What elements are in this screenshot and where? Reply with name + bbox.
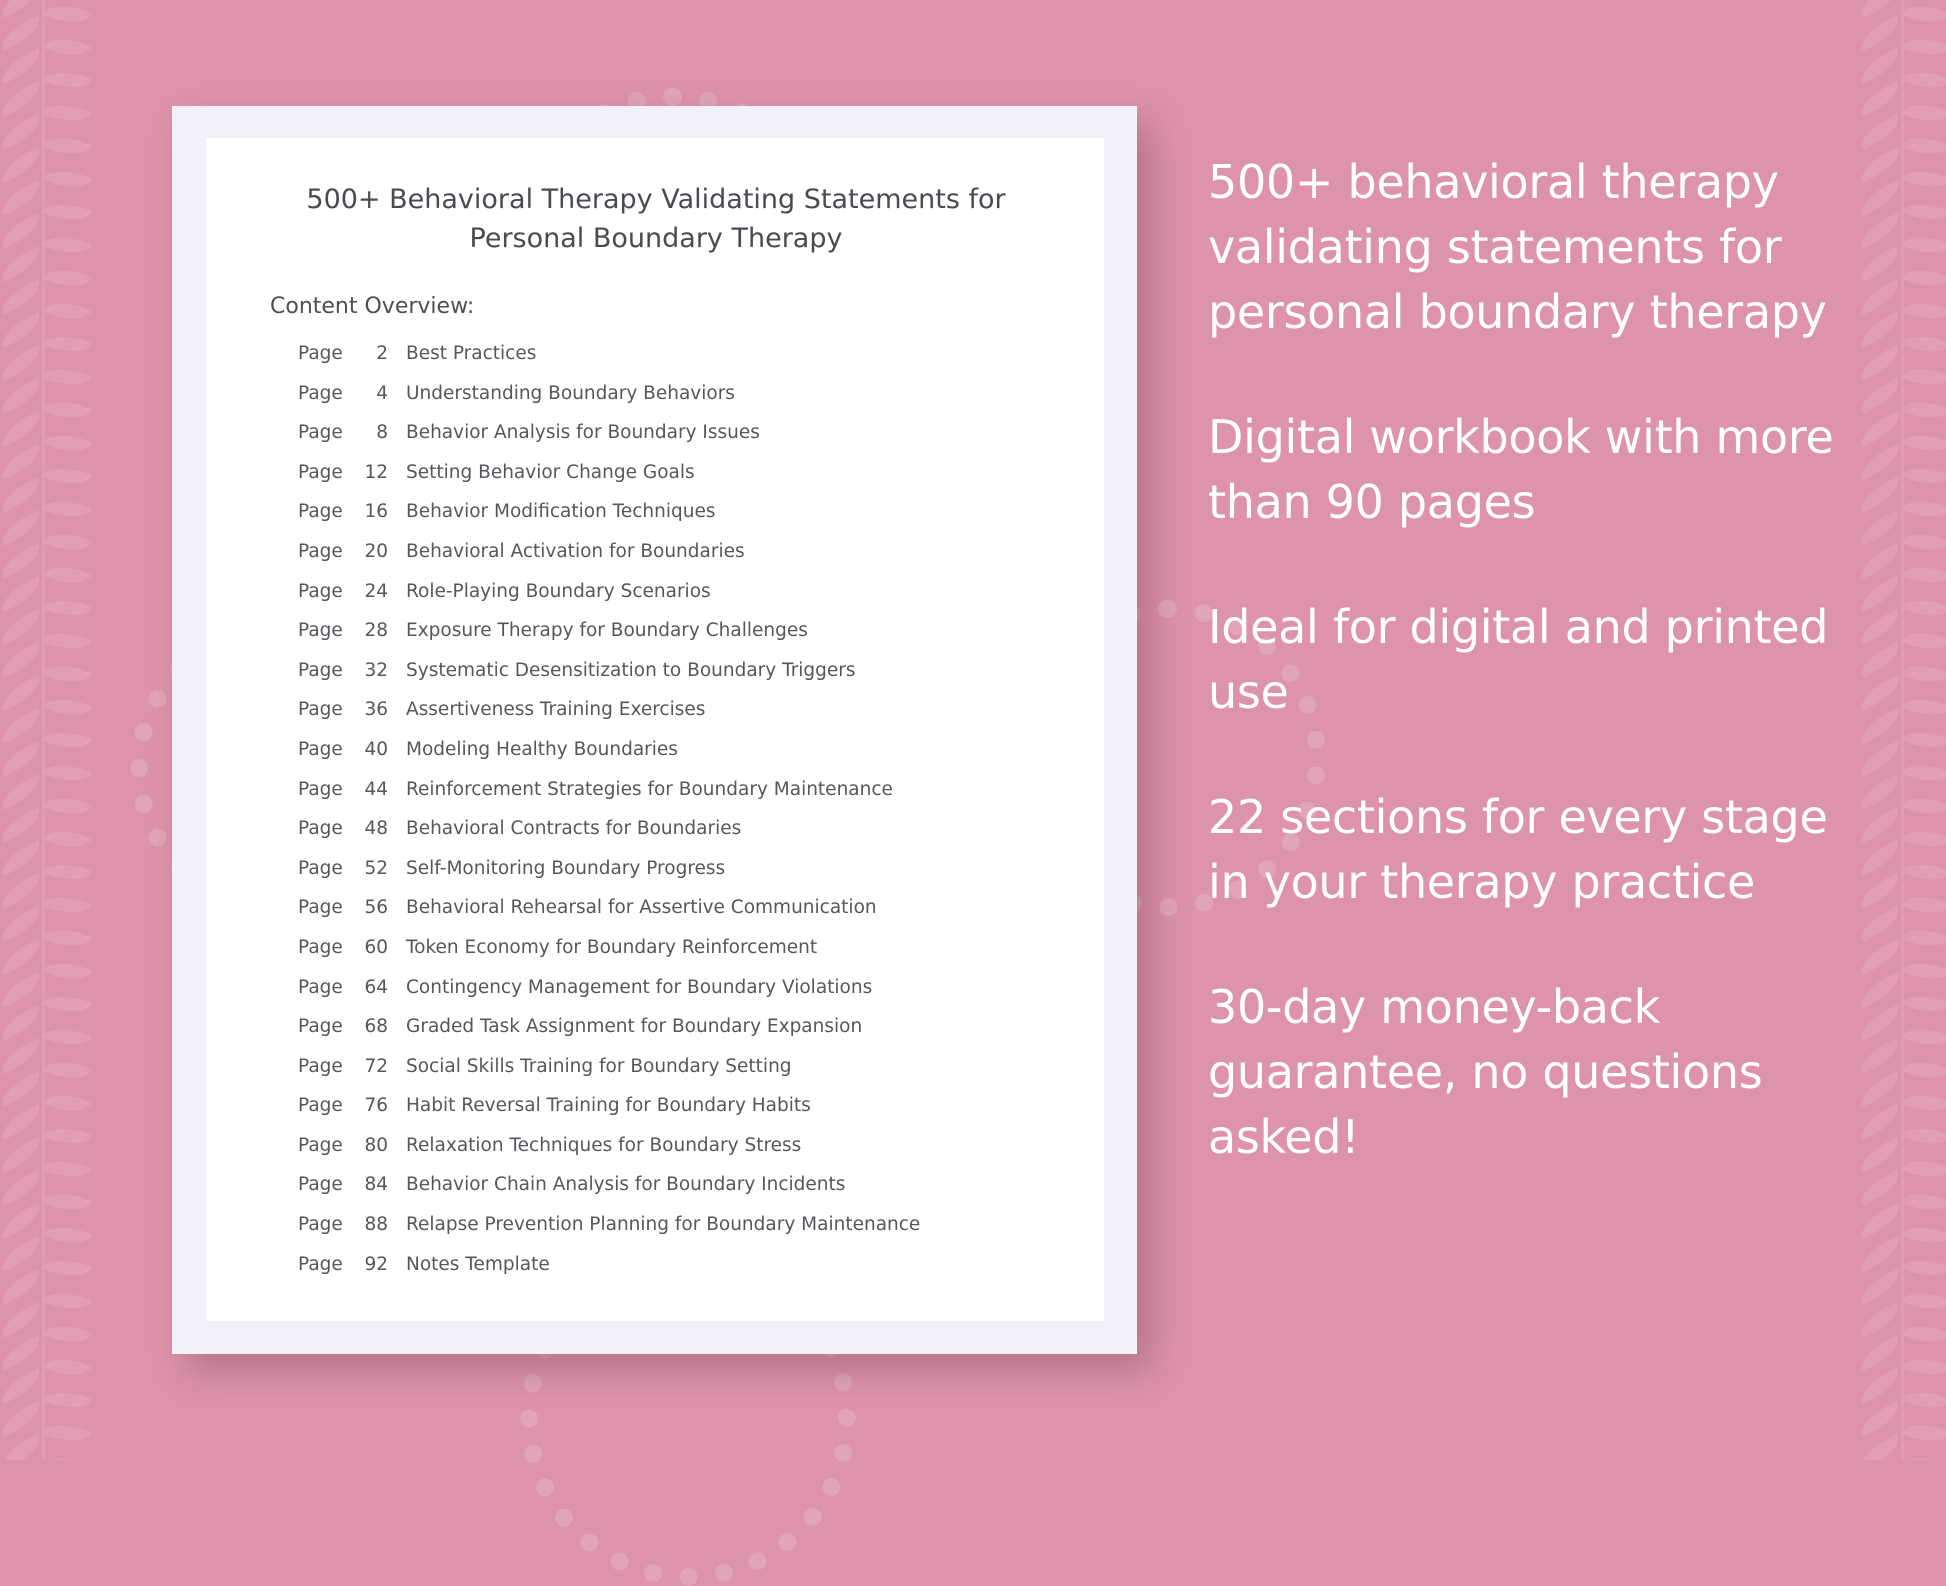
floral-leaf	[1855, 1368, 1905, 1404]
floral-leaf	[42, 623, 92, 659]
floral-leaf	[1855, 873, 1905, 909]
floral-leaf	[0, 774, 46, 810]
floral-leaf	[0, 1302, 46, 1338]
floral-leaf	[1855, 510, 1905, 546]
toc-page-number: 88	[364, 1214, 388, 1236]
table-of-contents-row	[298, 501, 1088, 541]
toc-page-number: 16	[364, 501, 388, 523]
toc-section-title: Behavioral Rehearsal for Assertive Communication	[406, 897, 877, 919]
floral-leaf	[0, 15, 46, 51]
floral-leaf	[42, 1283, 92, 1319]
floral-leaf	[42, 953, 92, 989]
table-of-contents-row	[298, 779, 1088, 819]
floral-leaf	[1901, 194, 1946, 230]
floral-leaf	[1855, 81, 1905, 117]
toc-page-word: Page	[298, 1253, 343, 1275]
toc-section-title: Token Economy for Boundary Reinforcement	[406, 936, 818, 958]
floral-leaf	[42, 1118, 92, 1154]
floral-leaf	[1855, 642, 1905, 678]
floral-leaf	[42, 62, 92, 98]
floral-leaf	[0, 1434, 46, 1460]
floral-leaf	[0, 807, 46, 843]
table-of-contents-row	[298, 937, 1088, 977]
floral-leaf	[0, 378, 46, 414]
toc-section-title: Setting Behavior Change Goals	[406, 461, 695, 483]
floral-leaf	[1901, 1184, 1946, 1220]
table-of-contents-row	[298, 660, 1088, 700]
document-page	[206, 138, 1104, 1321]
floral-leaf	[42, 425, 92, 461]
toc-page-number: 2	[376, 343, 388, 364]
floral-leaf	[0, 609, 46, 645]
floral-leaf	[1901, 95, 1946, 131]
floral-leaf	[0, 873, 46, 909]
toc-page-word: Page	[298, 897, 343, 919]
toc-page-word: Page	[298, 382, 343, 404]
table-of-contents-row	[298, 977, 1088, 1017]
toc-section-title: Exposure Therapy for Boundary Challenges	[406, 620, 808, 642]
marketing-copy-block: Ideal for digital and printed use	[1208, 600, 1829, 719]
toc-section-title: Notes Template	[406, 1253, 550, 1275]
floral-leaf	[42, 29, 92, 65]
floral-leaf	[0, 477, 46, 513]
floral-leaf	[1855, 312, 1905, 348]
toc-page-number: 52	[364, 857, 388, 879]
toc-page-word: Page	[298, 1174, 343, 1196]
toc-page-word: Page	[298, 620, 343, 642]
toc-page-number: 36	[364, 699, 388, 721]
toc-page-word: Page	[298, 659, 343, 681]
floral-leaf	[0, 279, 46, 315]
floral-leaf	[1901, 1250, 1946, 1286]
floral-leaf	[1855, 477, 1905, 513]
floral-leaf	[1901, 359, 1946, 395]
floral-leaf	[0, 1137, 46, 1173]
toc-section-title: Understanding Boundary Behaviors	[406, 382, 735, 404]
marketing-copy-block: 500+ behavioral therapy validating statements for personal boundary therapy	[1208, 155, 1827, 339]
floral-leaf	[42, 722, 92, 758]
floral-leaf	[42, 1415, 92, 1451]
floral-leaf	[1855, 114, 1905, 150]
floral-leaf	[42, 392, 92, 428]
toc-page-word: Page	[298, 422, 343, 444]
table-of-contents-row	[298, 1135, 1088, 1175]
toc-page-word: Page	[298, 1134, 343, 1156]
toc-page-number: 72	[364, 1055, 388, 1077]
floral-leaf	[1901, 755, 1946, 791]
floral-leaf	[1901, 887, 1946, 923]
toc-page-word: Page	[298, 699, 343, 721]
toc-section-title: Reinforcement Strategies for Boundary Maintenance	[406, 778, 893, 800]
floral-leaf	[0, 180, 46, 216]
floral-leaf	[1855, 1170, 1905, 1206]
floral-leaf	[0, 345, 46, 381]
floral-leaf	[1901, 293, 1946, 329]
floral-leaf	[0, 642, 46, 678]
toc-section-title: Systematic Desensitization to Boundary Triggers	[406, 659, 856, 681]
floral-leaf	[0, 1236, 46, 1272]
floral-leaf	[1855, 741, 1905, 777]
floral-leaf	[1901, 1019, 1946, 1055]
floral-leaf	[1901, 590, 1946, 626]
floral-leaf	[0, 246, 46, 282]
table-of-contents-row	[298, 343, 1088, 383]
floral-leaf	[1901, 1448, 1946, 1460]
floral-leaf	[1901, 524, 1946, 560]
floral-leaf	[42, 887, 92, 923]
floral-leaf	[1901, 1085, 1946, 1121]
floral-leaf	[1855, 246, 1905, 282]
floral-leaf	[0, 213, 46, 249]
toc-section-title: Self-Monitoring Boundary Progress	[406, 857, 726, 879]
toc-section-title: Behavior Modification Techniques	[406, 501, 716, 523]
floral-leaf	[42, 128, 92, 164]
floral-leaf	[1855, 807, 1905, 843]
floral-leaf	[42, 854, 92, 890]
floral-leaf	[42, 1382, 92, 1418]
table-of-contents-row	[298, 818, 1088, 858]
floral-leaf	[0, 411, 46, 447]
toc-section-title: Assertiveness Training Exercises	[406, 699, 706, 721]
toc-section-title: Contingency Management for Boundary Violations	[406, 976, 873, 998]
floral-leaf	[1901, 1151, 1946, 1187]
floral-border-right	[1831, 0, 1946, 1460]
floral-leaf	[1855, 1401, 1905, 1437]
toc-page-word: Page	[298, 580, 343, 602]
floral-leaf	[1901, 392, 1946, 428]
toc-section-title: Behavioral Activation for Boundaries	[406, 540, 745, 562]
toc-page-word: Page	[298, 1016, 343, 1038]
floral-leaf	[0, 906, 46, 942]
toc-section-title: Behavioral Contracts for Boundaries	[406, 818, 742, 840]
floral-leaf	[42, 1019, 92, 1055]
toc-section-title: Best Practices	[406, 343, 537, 364]
table-of-contents-row	[298, 383, 1088, 423]
table-of-contents-row	[298, 1056, 1088, 1096]
toc-page-word: Page	[298, 857, 343, 879]
toc-page-number: 56	[364, 897, 388, 919]
toc-page-word: Page	[298, 501, 343, 523]
floral-leaf	[42, 590, 92, 626]
floral-leaf	[1901, 1283, 1946, 1319]
floral-leaf	[1901, 0, 1946, 32]
floral-leaf	[1855, 1302, 1905, 1338]
floral-leaf	[1901, 953, 1946, 989]
table-of-contents-row	[298, 1095, 1088, 1135]
floral-leaf	[1901, 557, 1946, 593]
floral-leaf	[1855, 576, 1905, 612]
floral-leaf	[0, 543, 46, 579]
table-of-contents-row	[298, 462, 1088, 502]
floral-leaf	[1855, 939, 1905, 975]
table-of-contents-row	[298, 1214, 1088, 1254]
floral-leaf	[1901, 722, 1946, 758]
floral-leaf	[1901, 1217, 1946, 1253]
floral-leaf	[42, 821, 92, 857]
floral-leaf	[1901, 491, 1946, 527]
floral-leaf	[1901, 227, 1946, 263]
floral-leaf	[1855, 1137, 1905, 1173]
floral-leaf	[42, 227, 92, 263]
floral-leaf	[1855, 444, 1905, 480]
table-of-contents	[298, 343, 1088, 1293]
marketing-copy-block: Digital workbook with more than 90 pages	[1208, 410, 1834, 529]
toc-page-number: 80	[364, 1134, 388, 1156]
toc-page-number: 8	[376, 422, 388, 444]
floral-leaf	[1855, 279, 1905, 315]
floral-leaf	[42, 491, 92, 527]
toc-section-title: Relapse Prevention Planning for Boundary Maintenance	[406, 1214, 921, 1236]
toc-page-number: 68	[364, 1016, 388, 1038]
table-of-contents-row	[298, 1254, 1088, 1294]
floral-leaf	[0, 939, 46, 975]
floral-leaf	[1855, 1236, 1905, 1272]
floral-leaf	[42, 689, 92, 725]
floral-leaf	[42, 1250, 92, 1286]
floral-leaf	[42, 293, 92, 329]
floral-leaf	[1901, 425, 1946, 461]
floral-leaf	[1901, 1316, 1946, 1352]
toc-section-title: Social Skills Training for Boundary Setting	[406, 1055, 792, 1077]
floral-leaf	[1901, 29, 1946, 65]
floral-leaf	[0, 510, 46, 546]
floral-leaf	[0, 972, 46, 1008]
toc-page-word: Page	[298, 1055, 343, 1077]
toc-page-word: Page	[298, 1095, 343, 1117]
floral-leaf	[1855, 1005, 1905, 1041]
floral-leaf	[1855, 48, 1905, 84]
floral-leaf	[1901, 326, 1946, 362]
floral-leaf	[0, 708, 46, 744]
floral-leaf	[0, 81, 46, 117]
marketing-copy	[1208, 150, 1848, 1230]
floral-leaf	[1855, 411, 1905, 447]
floral-leaf	[42, 920, 92, 956]
toc-section-title: Role-Playing Boundary Scenarios	[406, 580, 711, 602]
table-of-contents-row	[298, 1016, 1088, 1056]
floral-leaf	[1901, 854, 1946, 890]
floral-leaf	[42, 1349, 92, 1385]
floral-leaf	[0, 1104, 46, 1140]
floral-leaf	[0, 1335, 46, 1371]
floral-leaf	[1901, 623, 1946, 659]
floral-leaf	[1855, 543, 1905, 579]
floral-leaf	[42, 1151, 92, 1187]
marketing-copy-block: 30-day money-back guarantee, no questions asked!	[1208, 980, 1763, 1164]
floral-leaf	[1855, 1071, 1905, 1107]
floral-leaf	[42, 194, 92, 230]
toc-page-number: 60	[364, 936, 388, 958]
floral-leaf	[1855, 378, 1905, 414]
floral-leaf	[42, 524, 92, 560]
toc-page-word: Page	[298, 738, 343, 760]
floral-border-left	[0, 0, 115, 1460]
floral-leaf	[1901, 128, 1946, 164]
toc-page-number: 44	[364, 778, 388, 800]
floral-leaf	[1901, 62, 1946, 98]
floral-leaf	[1901, 1382, 1946, 1418]
floral-leaf	[1901, 788, 1946, 824]
floral-leaf	[42, 1184, 92, 1220]
floral-leaf	[0, 741, 46, 777]
floral-leaf	[0, 312, 46, 348]
toc-page-number: 24	[364, 580, 388, 602]
toc-page-word: Page	[298, 778, 343, 800]
floral-stem	[1901, 0, 1904, 1460]
floral-leaf	[42, 1085, 92, 1121]
floral-leaf	[0, 1203, 46, 1239]
floral-leaf	[0, 48, 46, 84]
floral-leaf	[1901, 1415, 1946, 1451]
floral-leaf	[0, 0, 46, 18]
floral-leaf	[1855, 147, 1905, 183]
toc-page-number: 84	[364, 1174, 388, 1196]
toc-page-number: 12	[364, 461, 388, 483]
floral-leaf	[0, 675, 46, 711]
floral-leaf	[1855, 213, 1905, 249]
toc-page-word: Page	[298, 343, 343, 364]
floral-leaf	[1855, 1434, 1905, 1460]
floral-leaf	[1901, 986, 1946, 1022]
floral-leaf	[0, 1269, 46, 1305]
floral-leaf	[1855, 15, 1905, 51]
floral-leaf	[42, 656, 92, 692]
floral-leaf	[42, 359, 92, 395]
floral-leaf	[42, 1316, 92, 1352]
floral-leaf	[1855, 0, 1905, 18]
table-of-contents-row	[298, 858, 1088, 898]
floral-leaf	[1855, 774, 1905, 810]
toc-page-number: 76	[364, 1095, 388, 1117]
toc-page-number: 32	[364, 659, 388, 681]
floral-leaf	[0, 444, 46, 480]
toc-page-word: Page	[298, 461, 343, 483]
table-of-contents-row	[298, 620, 1088, 660]
floral-leaf	[1901, 821, 1946, 857]
toc-page-number: 28	[364, 620, 388, 642]
toc-page-word: Page	[298, 976, 343, 998]
floral-leaf	[0, 1170, 46, 1206]
floral-leaf	[1855, 1104, 1905, 1140]
floral-leaf	[0, 147, 46, 183]
floral-leaf	[0, 576, 46, 612]
floral-leaf	[0, 1005, 46, 1041]
toc-page-word: Page	[298, 1214, 343, 1236]
table-of-contents-row	[298, 739, 1088, 779]
floral-leaf	[1901, 260, 1946, 296]
floral-stem	[42, 0, 45, 1460]
toc-section-title: Modeling Healthy Boundaries	[406, 738, 678, 760]
toc-page-word: Page	[298, 936, 343, 958]
page-title: 500+ Behavioral Therapy Validating Statements for Personal Boundary Therapy	[306, 184, 1006, 254]
floral-leaf	[1855, 180, 1905, 216]
toc-page-number: 40	[364, 738, 388, 760]
floral-leaf	[1901, 458, 1946, 494]
floral-leaf	[42, 0, 92, 32]
floral-leaf	[0, 1368, 46, 1404]
toc-page-number: 64	[364, 976, 388, 998]
floral-leaf	[42, 326, 92, 362]
floral-leaf	[0, 1038, 46, 1074]
floral-leaf	[1855, 675, 1905, 711]
toc-section-title: Relaxation Techniques for Boundary Stress	[406, 1134, 802, 1156]
floral-leaf	[1855, 840, 1905, 876]
floral-leaf	[1855, 906, 1905, 942]
floral-leaf	[1855, 708, 1905, 744]
floral-leaf	[42, 986, 92, 1022]
toc-page-number: 48	[364, 818, 388, 840]
floral-leaf	[1855, 609, 1905, 645]
floral-leaf	[42, 557, 92, 593]
table-of-contents-row	[298, 699, 1088, 739]
toc-page-word: Page	[298, 818, 343, 840]
floral-leaf	[42, 95, 92, 131]
toc-section-title: Habit Reversal Training for Boundary Habits	[406, 1095, 811, 1117]
content-overview-label: Content Overview:	[270, 294, 475, 319]
floral-leaf	[1901, 161, 1946, 197]
floral-leaf	[1901, 1349, 1946, 1385]
floral-leaf	[1855, 1203, 1905, 1239]
floral-leaf	[1901, 1052, 1946, 1088]
table-of-contents-row	[298, 541, 1088, 581]
toc-page-number: 4	[376, 382, 388, 404]
toc-page-number: 20	[364, 540, 388, 562]
floral-leaf	[1901, 1118, 1946, 1154]
toc-section-title: Graded Task Assignment for Boundary Expansion	[406, 1016, 863, 1038]
floral-leaf	[1855, 1269, 1905, 1305]
floral-leaf	[1855, 1038, 1905, 1074]
toc-section-title: Behavior Chain Analysis for Boundary Incidents	[406, 1174, 846, 1196]
floral-leaf	[1901, 920, 1946, 956]
table-of-contents-row	[298, 422, 1088, 462]
floral-leaf	[42, 260, 92, 296]
floral-leaf	[0, 1401, 46, 1437]
table-of-contents-row	[298, 1174, 1088, 1214]
toc-section-title: Behavior Analysis for Boundary Issues	[406, 422, 760, 444]
floral-leaf	[42, 161, 92, 197]
floral-leaf	[42, 788, 92, 824]
toc-page-word: Page	[298, 540, 343, 562]
floral-leaf	[42, 458, 92, 494]
floral-leaf	[42, 1052, 92, 1088]
floral-leaf	[42, 1448, 92, 1460]
floral-leaf	[1855, 1335, 1905, 1371]
floral-leaf	[0, 114, 46, 150]
table-of-contents-row	[298, 897, 1088, 937]
floral-leaf	[1855, 345, 1905, 381]
floral-leaf	[0, 840, 46, 876]
toc-page-number: 92	[364, 1253, 388, 1275]
table-of-contents-row	[298, 581, 1088, 621]
floral-leaf	[42, 1217, 92, 1253]
floral-leaf	[1901, 656, 1946, 692]
floral-leaf	[0, 1071, 46, 1107]
floral-leaf	[1855, 972, 1905, 1008]
marketing-copy-block: 22 sections for every stage in your therapy practice	[1208, 790, 1828, 909]
floral-leaf	[1901, 689, 1946, 725]
floral-leaf	[42, 755, 92, 791]
